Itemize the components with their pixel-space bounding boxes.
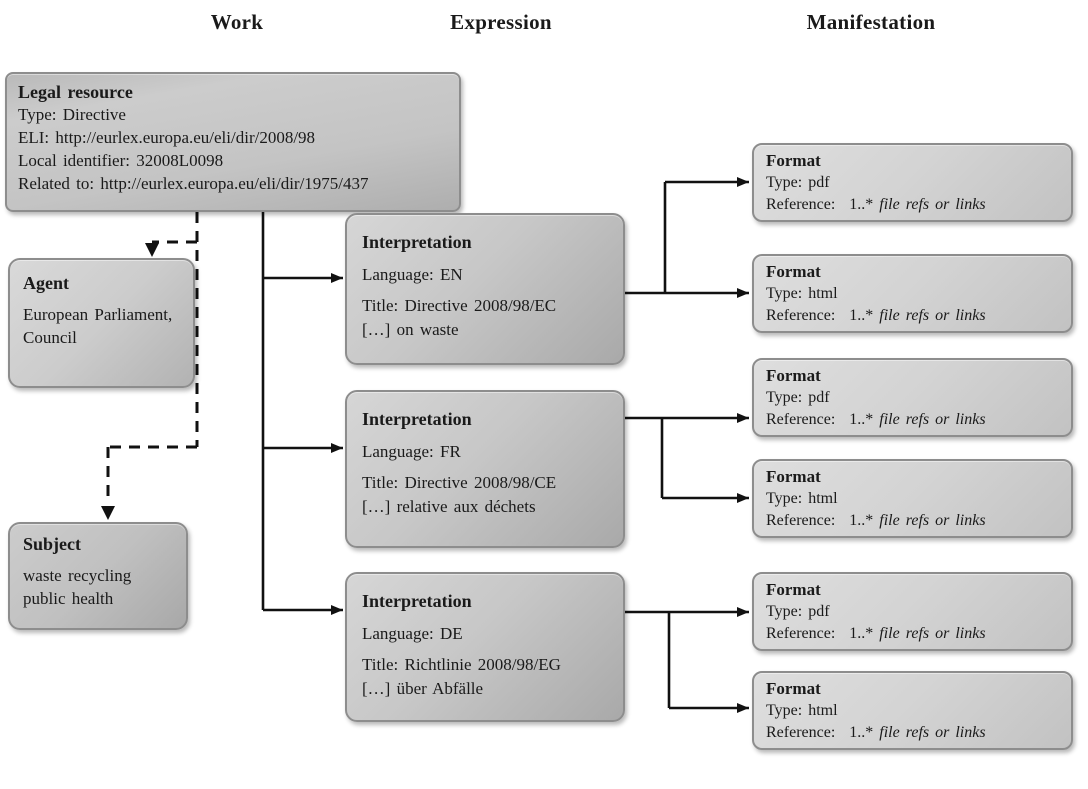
expression-to-manifestation-connectors xyxy=(625,182,749,708)
reference-label: Reference: xyxy=(766,625,836,642)
format-de-pdf-type: Type: pdf xyxy=(766,603,830,620)
agent-line-2: Council xyxy=(23,328,77,347)
subject-title: Subject xyxy=(23,534,81,554)
format-en-pdf-reference xyxy=(766,194,1059,216)
legal-resource-local-identifier: Local identifier: 32008L0098 xyxy=(18,151,224,170)
interpretation-de-title: Interpretation xyxy=(362,591,472,611)
legal-resource-type: Type: Directive xyxy=(18,105,126,124)
reference-cardinality: 1..* xyxy=(849,411,874,428)
interpretation-fr-title: Interpretation xyxy=(362,409,472,429)
agent-box xyxy=(8,258,195,388)
format-box-fr-pdf xyxy=(752,358,1073,437)
format-en-html-reference xyxy=(766,305,1059,327)
reference-note: file refs or links xyxy=(879,196,986,213)
format-en-pdf-title: Format xyxy=(766,151,821,170)
subject-line-1: waste recycling xyxy=(23,566,132,585)
interpretation-box-de xyxy=(345,572,625,722)
format-en-html-type: Type: html xyxy=(766,285,838,302)
interpretation-de-work-title-2: […] über Abfälle xyxy=(362,679,484,698)
reference-cardinality: 1..* xyxy=(849,625,874,642)
reference-cardinality: 1..* xyxy=(849,724,874,741)
work-to-expression-connectors xyxy=(263,212,343,610)
reference-label: Reference: xyxy=(766,724,836,741)
interpretation-fr-language: Language: FR xyxy=(362,442,461,461)
format-box-en-html xyxy=(752,254,1073,333)
reference-cardinality: 1..* xyxy=(849,196,874,213)
format-box-en-pdf xyxy=(752,143,1073,222)
reference-cardinality: 1..* xyxy=(849,512,874,529)
format-fr-pdf-reference xyxy=(766,409,1059,431)
subject-line-2: public health xyxy=(23,589,114,608)
reference-label: Reference: xyxy=(766,307,836,324)
legal-resource-related-to: Related to: http://eurlex.europa.eu/eli/dir/1975/437 xyxy=(18,174,369,193)
format-de-html-reference xyxy=(766,722,1059,744)
column-header-manifestation: Manifestation xyxy=(806,10,936,34)
format-box-de-pdf xyxy=(752,572,1073,651)
reference-note: file refs or links xyxy=(879,307,986,324)
format-fr-pdf-title: Format xyxy=(766,366,821,385)
agent-title: Agent xyxy=(23,273,69,293)
format-en-html-title: Format xyxy=(766,262,821,281)
interpretation-fr-work-title-2: […] relative aux déchets xyxy=(362,497,536,516)
reference-note: file refs or links xyxy=(879,724,986,741)
interpretation-box-fr xyxy=(345,390,625,548)
reference-label: Reference: xyxy=(766,196,836,213)
interpretation-box-en xyxy=(345,213,625,365)
interpretation-en-title: Interpretation xyxy=(362,232,472,252)
format-de-html-title: Format xyxy=(766,679,821,698)
reference-note: file refs or links xyxy=(879,411,986,428)
subject-box xyxy=(8,522,188,630)
interpretation-fr-work-title-1: Title: Directive 2008/98/CE xyxy=(362,473,557,492)
format-fr-pdf-type: Type: pdf xyxy=(766,389,830,406)
interpretation-en-work-title-1: Title: Directive 2008/98/EC xyxy=(362,296,557,315)
interpretation-en-work-title-2: […] on waste xyxy=(362,320,459,339)
arrow-to-agent xyxy=(145,243,159,257)
format-fr-html-reference xyxy=(766,510,1059,532)
arrow-to-subject xyxy=(101,506,115,520)
interpretation-de-language: Language: DE xyxy=(362,624,463,643)
reference-cardinality: 1..* xyxy=(849,307,874,324)
reference-note: file refs or links xyxy=(879,512,986,529)
format-de-html-type: Type: html xyxy=(766,702,838,719)
reference-label: Reference: xyxy=(766,512,836,529)
reference-label: Reference: xyxy=(766,411,836,428)
legal-resource-title: Legal resource xyxy=(18,82,133,102)
legal-resource-box xyxy=(5,72,461,212)
format-box-de-html xyxy=(752,671,1073,750)
interpretation-de-work-title-1: Title: Richtlinie 2008/98/EG xyxy=(362,655,561,674)
format-fr-html-title: Format xyxy=(766,467,821,486)
legal-resource-eli: ELI: http://eurlex.europa.eu/eli/dir/2008/98 xyxy=(18,128,316,147)
format-box-fr-html xyxy=(752,459,1073,538)
format-de-pdf-title: Format xyxy=(766,580,821,599)
format-de-pdf-reference xyxy=(766,623,1059,645)
format-fr-html-type: Type: html xyxy=(766,490,838,507)
interpretation-en-language: Language: EN xyxy=(362,265,463,284)
reference-note: file refs or links xyxy=(879,625,986,642)
agent-line-1: European Parliament, xyxy=(23,305,173,324)
format-en-pdf-type: Type: pdf xyxy=(766,174,830,191)
column-header-expression: Expression xyxy=(450,10,552,34)
column-header-work: Work xyxy=(210,10,264,34)
